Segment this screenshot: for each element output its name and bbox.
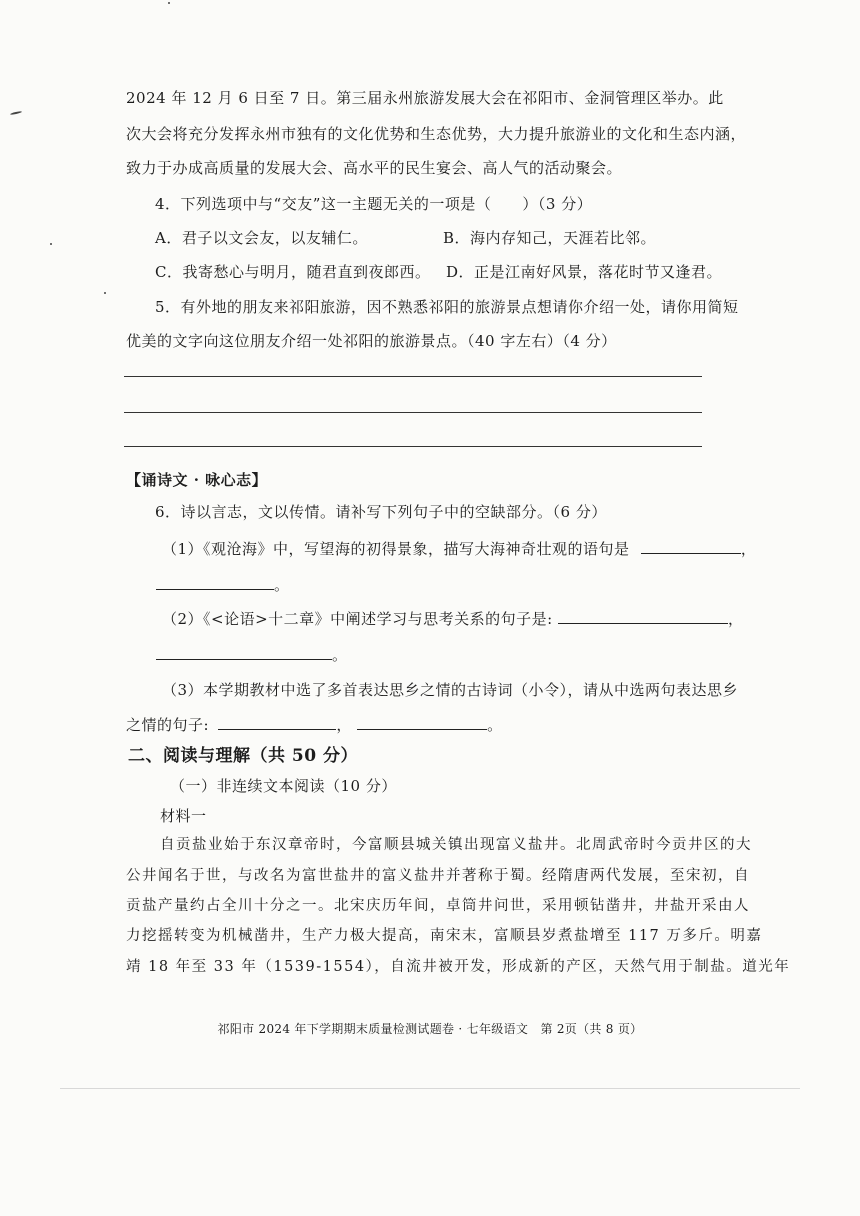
material-line-4: 力挖摇转变为机械凿井，生产力极大提高，南宋末，富顺县岁煮盐增至 117 万多斤。明嘉 [126,928,763,944]
q6-1-line [162,538,756,559]
q6-3-comma: ， [336,716,352,734]
scan-mark [10,111,22,115]
intro-line-3: 致力于办成高质量的发展大会、高水平的民生宴会、高人气的活动聚会。 [126,159,623,177]
q6-3-line-1: （3）本学期教材中选了多首表达思乡之情的古诗词（小令），请从中选两句表达思乡 [162,681,739,699]
q5-answer-line-1[interactable] [124,376,702,377]
q6-2-blank-a[interactable] [558,608,728,624]
q6-1-comma: ， [740,540,757,558]
q6-2-comma: ， [728,610,744,628]
q6-3-text: 之情的句子: [126,716,210,734]
material-line-2: 公井闻名于世，与改名为富世盐井的富义盐井并著称于蜀。经隋唐两代发展，至宋初，自 [126,868,750,884]
q6-2-text: （2）《<论语>十二章》中阐述学习与思考关系的句子是: [162,610,553,628]
page-footer: 祁阳市 2024 年下学期期末质量检测试题卷 · 七年级语文 第 2页（共 8 页） [217,1022,643,1036]
q4-option-a: A．君子以文会友，以友辅仁。 [155,229,368,247]
material-label: 材料一 [160,807,207,825]
q4-stem: 4．下列选项中与“交友”这一主题无关的一项是（ ）（3 分） [155,195,593,213]
q6-1-blank-a[interactable] [641,538,741,554]
q5-line-2: 优美的文字向这位朋友介绍一处祁阳的旅游景点。（40 字左右）（4 分） [126,332,617,350]
material-line-1: 自贡盐业始于东汉章帝时，今富顺县城关镇出现富义盐井。北周武帝时今贡井区的大 [160,837,752,853]
intro-line-1: 2024 年 12 月 6 日至 7 日。第三届永州旅游发展大会在祁阳市、金洞管理区举办。此 [126,89,724,107]
intro-line-2: 次大会将充分发挥永州市独有的文化优势和生态优势，大力提升旅游业的文化和生态内涵， [126,125,747,143]
q6-3-line-2 [126,714,503,735]
q6-2-blank-b[interactable] [156,644,332,660]
section-2-subtitle: （一）非连续文本阅读（10 分） [170,777,397,795]
q6-1-period: 。 [274,576,290,594]
q6-3-period: 。 [487,716,503,734]
material-line-3: 贡盐产量约占全川十分之一。北宋庆历年间，卓筒井问世，采用顿钻凿井，井盐开采由人 [126,898,750,914]
section-2-title: 二、阅读与理解（共 50 分） [128,746,358,766]
scan-dot [50,243,52,245]
q4-option-d: D．正是江南好风景，落花时节又逢君。 [446,263,723,281]
scan-dot [168,2,170,4]
scan-dot [104,292,106,294]
material-line-5: 靖 18 年至 33 年（1539-1554），自流井被开发，形成新的产区，天然气用于制盐。道光年 [126,959,791,975]
q6-2-line [162,608,744,629]
q6-stem: 6．诗以言志，文以传情。请补写下列句子中的空缺部分。（6 分） [155,503,607,521]
q5-line-1: 5．有外地的朋友来祁阳旅游，因不熟悉祁阳的旅游景点想请你介绍一处，请你用简短 [155,298,739,316]
q6-3-blank-a[interactable] [218,714,336,730]
q4-option-b: B．海内存知己，天涯若比邻。 [443,229,657,247]
q6-3-blank-b[interactable] [357,714,487,730]
q6-1-text: （1）《观沧海》中，写望海的初得景象，描写大海神奇壮观的语句是 [162,540,630,558]
q5-answer-line-3[interactable] [124,446,702,447]
scan-edge-line [60,1088,800,1089]
section-poem-title: 【诵诗文 · 咏心志】 [126,471,268,489]
q6-1-line-2 [126,574,290,595]
q5-answer-line-2[interactable] [124,412,702,413]
q6-2-line-2 [126,644,348,665]
q6-2-period: 。 [332,646,348,664]
q6-1-blank-b[interactable] [156,574,274,590]
q4-option-c: C．我寄愁心与明月，随君直到夜郎西。 [155,263,431,281]
